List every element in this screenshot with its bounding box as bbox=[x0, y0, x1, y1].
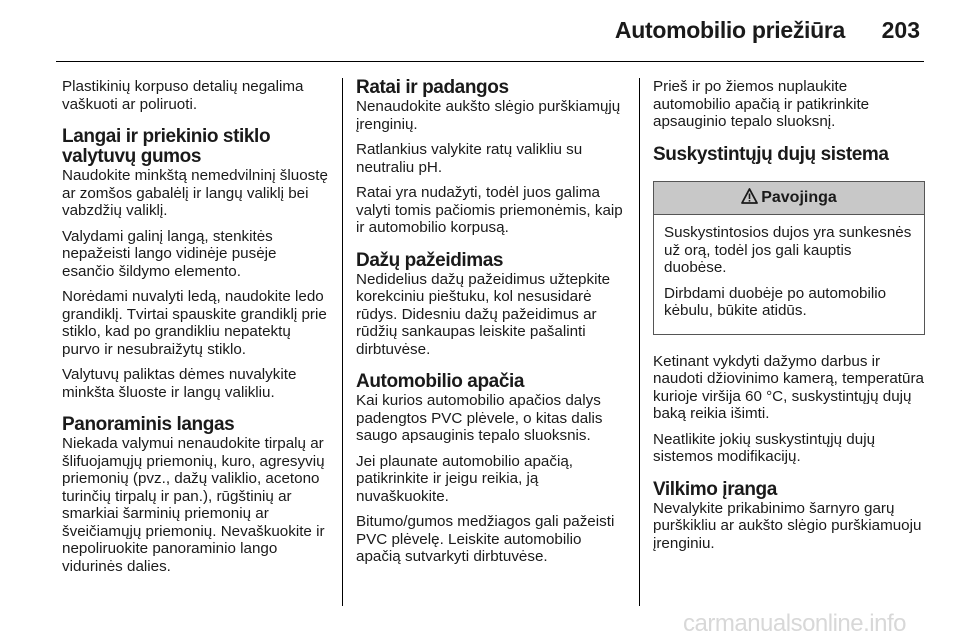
column-divider bbox=[342, 78, 343, 606]
column-divider bbox=[639, 78, 640, 606]
page-title: Automobilio priežiūra bbox=[614, 17, 845, 43]
section-heading: Vilkimo įranga bbox=[653, 478, 777, 500]
section-paint-damage bbox=[356, 251, 628, 359]
section-heading: Langai ir priekinio stiklo valytuvų gumos bbox=[62, 126, 271, 167]
paragraph: Norėdami nuvalyti ledą, naudokite ledo grandiklį. Tvirtai spauskite grandiklį prie stiklo, kad po grandikliu nepatektų purvo ir nesubraižytų stiklo. bbox=[62, 288, 327, 358]
section-wheels bbox=[356, 78, 628, 237]
header-rule bbox=[56, 61, 924, 62]
column-1 bbox=[62, 78, 332, 583]
section-windows bbox=[62, 127, 332, 401]
column-3 bbox=[653, 78, 925, 560]
paragraph: Valytuvų paliktas dėmes nuvalykite minkšta šluoste ir langų valikliu. bbox=[62, 366, 297, 401]
paragraph: Nedidelius dažų pažeidimus užtepkite korekciniu pieštuku, kol nesusidarė rūdys. Didesniu dažų pažeidimus ar rūdžių sankaupas leiskite pašalinti dirbtuvėse. bbox=[356, 270, 611, 358]
paragraph: Nenaudokite aukšto slėgio purškiamųjų įrenginių. bbox=[356, 98, 621, 133]
section-heading: Suskystintųjų dujų sistema bbox=[653, 143, 889, 165]
intro-paragraph: Plastikinių korpuso detalių negalima vaškuoti ar poliruoti. bbox=[62, 78, 304, 113]
paragraph: Valydami galinį langą, stenkitės nepažeisti lango vidinėje pusėje esančio šildymo elemento. bbox=[62, 227, 277, 280]
paragraph: Ketinant vykdyti dažymo darbus ir naudoti džiovinimo kamerą, temperatūra kurioje viršija 60 °C, suskystintųjų dujų baką reikia išimti. bbox=[653, 352, 924, 422]
section-heading: Ratai ir padangos bbox=[356, 77, 509, 98]
page-header bbox=[0, 0, 960, 62]
paragraph: Nevalykite prikabinimo šarnyro garų purškikliu ar aukšto slėgio purškiamuoju įrenginiu. bbox=[653, 499, 922, 552]
paragraph: Bitumo/gumos medžiagos gali pažeisti PVC plėvelę. Leiskite automobilio apačią sutvarkyti dirbtuvėse. bbox=[356, 513, 615, 565]
section-heading: Panoraminis langas bbox=[62, 414, 235, 435]
paragraph: Naudokite minkštą nemedvilninį šluostę ar zomšos gabalėlį ir langų valiklį bei vabzdžių valiklį. bbox=[62, 167, 328, 219]
paragraph: Ratai yra nudažyti, todėl juos galima valyti tomis pačiomis priemonėmis, kaip ir automobilio korpusą. bbox=[356, 184, 623, 236]
intro-paragraph: Prieš ir po žiemos nuplaukite automobilio apačią ir patikrinkite apsauginio tepalo sluoksnį. bbox=[653, 78, 870, 130]
section-panoramic-window bbox=[62, 415, 332, 575]
section-towing-equipment bbox=[653, 480, 925, 553]
paragraph: Neatlikite jokių suskystintųjų dujų sistemos modifikacijų. bbox=[653, 430, 876, 465]
paragraph: Kai kurios automobilio apačios dalys padengtos PVC plėvele, o kitas dalis saugo apsauginis tepalo sluoksnis. bbox=[356, 392, 603, 444]
watermark: carmanualsonline.info bbox=[683, 610, 906, 637]
section-heading: Dažų pažeidimas bbox=[356, 249, 504, 271]
paragraph: Suskystintosios dujos yra sunkesnės už orą, todėl jos gali kauptis duobėse. bbox=[664, 224, 912, 276]
page-number: 203 bbox=[881, 17, 920, 43]
paragraph: Dirbdami duobėje po automobilio kėbulu, būkite atidūs. bbox=[664, 284, 887, 319]
section-heading: Automobilio apačia bbox=[356, 371, 525, 392]
paragraph: Niekada valymui nenaudokite tirpalų ar šlifuojamųjų priemonių, kuro, agresyvių priemonių (pvz., dažų valiklio, acetono turinčių tirpalų ir pan.), rūgštinių ar smarkiai šarminių priemonių ar šveičiamųjų priemonių. Nevaškuokite ir nepoliruokite panoraminio lango vidurinės dalies. bbox=[62, 435, 325, 575]
warning-triangle-icon bbox=[741, 188, 758, 209]
section-underbody bbox=[356, 372, 628, 566]
column-2 bbox=[356, 78, 628, 574]
warning-header bbox=[654, 182, 924, 216]
warning-label: Pavojinga bbox=[761, 188, 837, 206]
paragraph: Jei plaunate automobilio apačią, patikrinkite ir jeigu reikia, ją nuvaškuokite. bbox=[356, 452, 573, 505]
section-lpg-system bbox=[653, 145, 925, 466]
warning-box bbox=[653, 181, 925, 335]
paragraph: Ratlankius valykite ratų valikliu su neutraliu pH. bbox=[356, 141, 583, 176]
warning-body bbox=[654, 215, 924, 334]
